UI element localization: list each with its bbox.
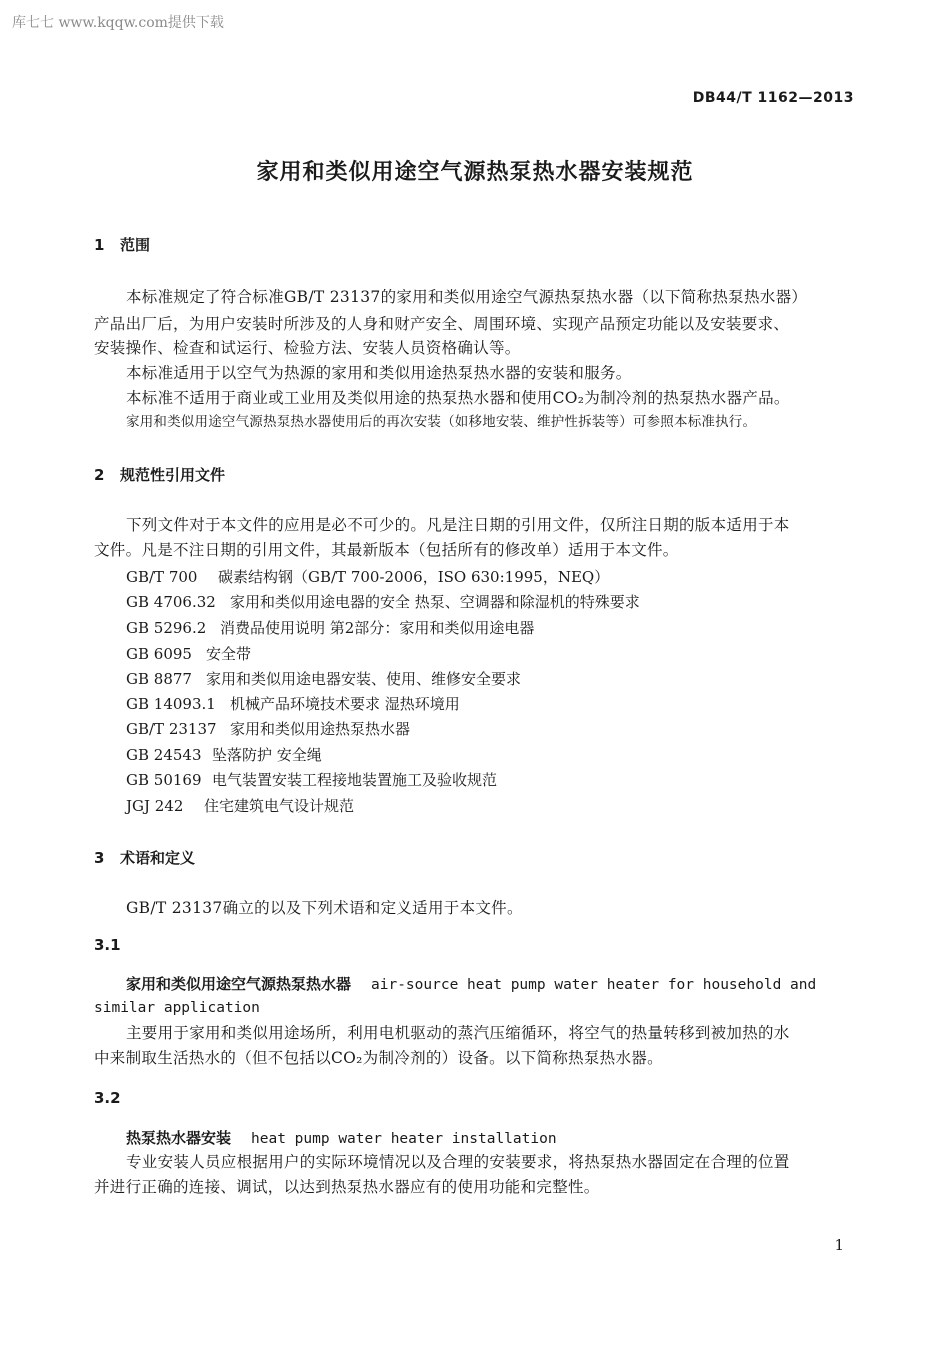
reference-code: GB 6095 xyxy=(126,645,192,663)
section-1-paragraph-line: 本标准不适用于商业或工业用及类似用途的热泵热水器和使用CO₂为制冷剂的热泵热水器产品。 xyxy=(126,389,790,407)
section-3-heading xyxy=(94,851,195,866)
reference-code: GB 24543 xyxy=(126,746,202,764)
reference-title: 安全带 xyxy=(206,645,252,663)
term-number: 3.1 xyxy=(94,936,121,954)
term-chinese-name: 热泵热水器安装 xyxy=(126,1129,232,1147)
reference-code: GB 50169 xyxy=(126,771,202,789)
term-definition-line: 中来制取生活热水的（但不包括以CO₂为制冷剂的）设备。以下简称热泵热水器。 xyxy=(94,1049,663,1067)
page-number: 1 xyxy=(834,1236,844,1254)
reference-title: 电气装置安装工程接地装置施工及验收规范 xyxy=(212,771,498,789)
reference-item xyxy=(126,595,640,610)
reference-code: GB 5296.2 xyxy=(126,619,207,637)
reference-code: GB/T 23137 xyxy=(126,720,217,738)
section-1-paragraph-line: 本标准规定了符合标准GB/T 23137的家用和类似用途空气源热泵热水器（以下简称热泵热水器） xyxy=(126,288,808,306)
reference-title: 碳素结构钢（GB/T 700-2006，ISO 630:1995，NEQ） xyxy=(218,568,610,586)
term-chinese-name: 家用和类似用途空气源热泵热水器 xyxy=(126,975,352,993)
reference-item xyxy=(126,647,251,662)
reference-code: GB 8877 xyxy=(126,670,192,688)
document-title: 家用和类似用途空气源热泵热水器安装规范 xyxy=(256,160,694,185)
term-english-name: heat pump water heater installation xyxy=(251,1131,557,1147)
reference-item xyxy=(126,773,497,788)
reference-title: 家用和类似用途电器安装、使用、维修安全要求 xyxy=(206,670,522,688)
term-english-name: air-source heat pump water heater for household and xyxy=(371,977,817,993)
reference-title: 住宅建筑电气设计规范 xyxy=(204,797,355,815)
reference-item xyxy=(126,570,609,585)
watermark-text: 库七七 www.kqqw.com提供下载 xyxy=(12,15,224,31)
reference-code: GB 4706.32 xyxy=(126,593,216,611)
document-code: DB44/T 1162—2013 xyxy=(692,90,854,106)
term-definition-line: 专业安装人员应根据用户的实际环境情况以及合理的安装要求，将热泵热水器固定在合理的位置 xyxy=(126,1153,790,1171)
reference-item xyxy=(126,672,521,687)
section-number: 1 xyxy=(94,236,105,254)
term-heading xyxy=(126,976,816,993)
section-3-intro: GB/T 23137确立的以及下列术语和定义适用于本文件。 xyxy=(126,899,523,917)
reference-item xyxy=(126,722,410,737)
reference-item xyxy=(126,697,460,712)
reference-item xyxy=(126,621,534,636)
reference-title: 坠落防护 安全绳 xyxy=(212,746,322,764)
section-number: 2 xyxy=(94,466,105,484)
reference-code: JGJ 242 xyxy=(126,797,184,815)
section-1-paragraph-line: 本标准适用于以空气为热源的家用和类似用途热泵热水器的安装和服务。 xyxy=(126,364,632,382)
reference-code: GB/T 700 xyxy=(126,568,198,586)
reference-item xyxy=(126,799,354,814)
reference-title: 消费品使用说明 第2部分：家用和类似用途电器 xyxy=(220,619,535,637)
section-title: 规范性引用文件 xyxy=(120,466,226,484)
section-1-heading xyxy=(94,238,150,253)
section-2-heading xyxy=(94,468,225,483)
reference-title: 机械产品环境技术要求 湿热环境用 xyxy=(230,695,460,713)
section-1-paragraph-line: 安装操作、检查和试运行、检验方法、安装人员资格确认等。 xyxy=(94,339,521,357)
section-2-intro-line: 文件。凡是不注日期的引用文件，其最新版本（包括所有的修改单）适用于本文件。 xyxy=(94,541,679,559)
section-number: 3 xyxy=(94,849,105,867)
reference-item xyxy=(126,748,322,763)
term-number: 3.2 xyxy=(94,1089,121,1107)
section-title: 范围 xyxy=(120,236,151,254)
term-definition-line: 主要用于家用和类似用途场所，利用电机驱动的蒸汽压缩循环，将空气的热量转移到被加热的水 xyxy=(126,1024,790,1042)
section-title: 术语和定义 xyxy=(120,849,196,867)
section-2-intro-line: 下列文件对于本文件的应用是必不可少的。凡是注日期的引用文件，仅所注日期的版本适用于本 xyxy=(126,516,790,534)
section-1-paragraph-line: 家用和类似用途空气源热泵热水器使用后的再次安装（如移地安装、维护性拆装等）可参照本标准执行。 xyxy=(126,414,757,430)
term-definition-line: 并进行正确的连接、调试，以达到热泵热水器应有的使用功能和完整性。 xyxy=(94,1178,600,1196)
section-1-paragraph-line: 产品出厂后，为用户安装时所涉及的人身和财产安全、周围环境、实现产品预定功能以及安装要求、 xyxy=(94,315,790,333)
term-heading xyxy=(126,1130,557,1147)
term-english-name-continued: similar application xyxy=(94,1000,260,1016)
reference-code: GB 14093.1 xyxy=(126,695,216,713)
reference-title: 家用和类似用途热泵热水器 xyxy=(230,720,411,738)
reference-title: 家用和类似用途电器的安全 热泵、空调器和除湿机的特殊要求 xyxy=(230,593,640,611)
